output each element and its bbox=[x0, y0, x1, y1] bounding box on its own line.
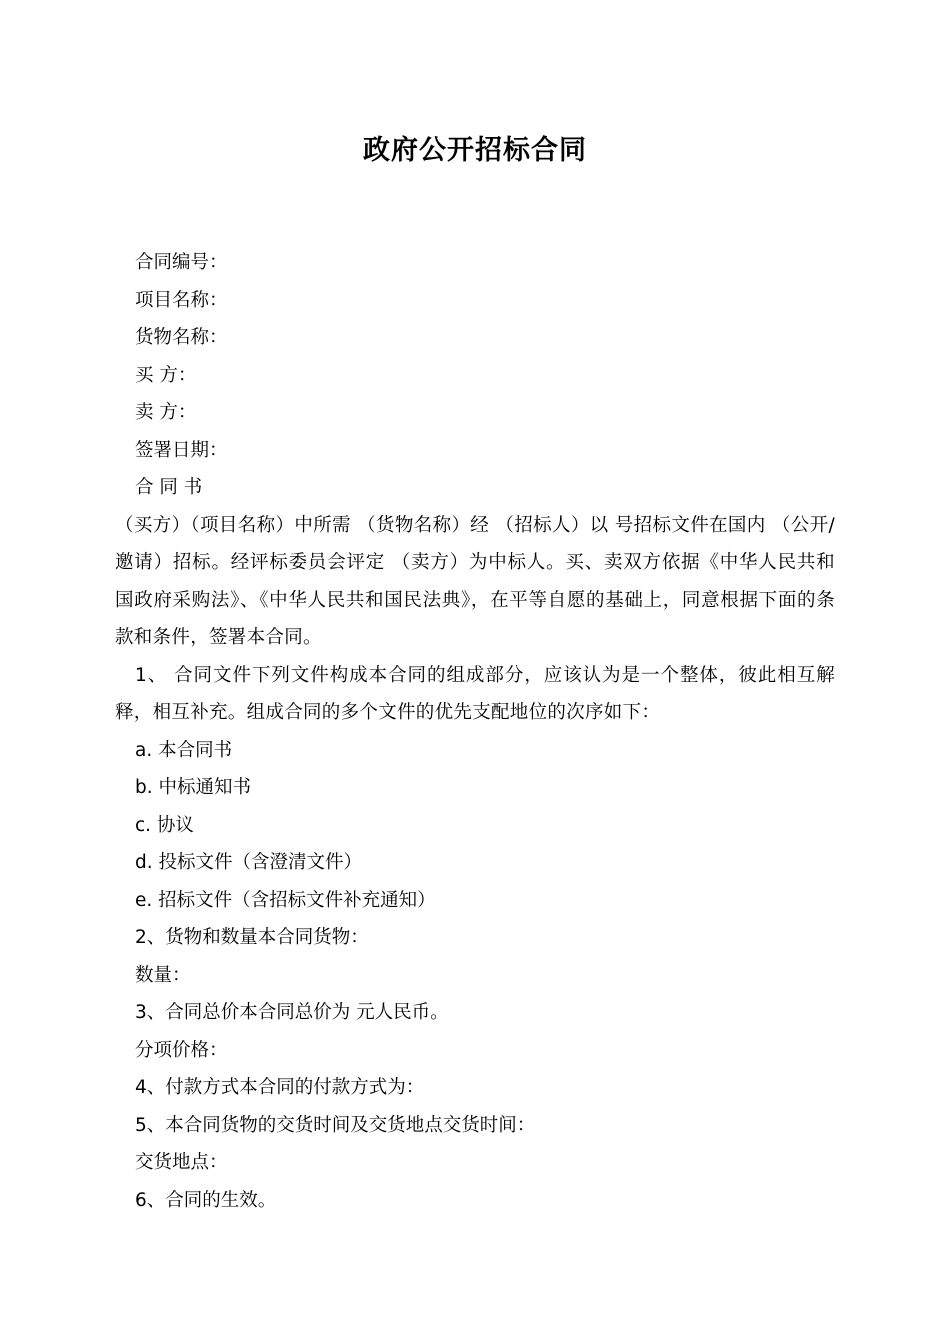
field-label: 买 方： bbox=[135, 364, 197, 386]
clause-1-item: c. 协议 bbox=[135, 814, 194, 836]
clause-2: 2、货物和数量本合同货物： bbox=[135, 927, 369, 948]
document-body bbox=[115, 244, 835, 1219]
intro-paragraph: （买方）（项目名称）中所需 （货物名称）经 （招标人）以 号招标文件在国内 （公开/邀请）招标。经评标委员会评定 （卖方）为中标人。买、卖双方依据《中华人民共和国政府采购法》、《中华人民共和国民法典》，在平等自愿的基础上，同意根据下面的条款和条件，签署本合同。 bbox=[115, 514, 835, 648]
field-goods-name bbox=[115, 319, 835, 357]
delivery-place-line: 交货地点： bbox=[135, 1152, 228, 1173]
field-project-name bbox=[115, 282, 835, 320]
clause-3: 3、合同总价本合同总价为 元人民币。 bbox=[135, 1002, 449, 1023]
field-sign-date bbox=[115, 432, 835, 470]
clause-1-item: d. 投标文件（含澄清文件） bbox=[135, 852, 363, 873]
quantity-line: 数量： bbox=[135, 964, 191, 986]
field-label: 卖 方： bbox=[135, 402, 197, 423]
clause-1: 1、 合同文件下列文件构成本合同的组成部分，应该认为是一个整体，彼此相互解释，相互补充。组成合同的多个文件的优先支配地位的次序如下： bbox=[115, 664, 835, 723]
clause-4: 4、付款方式本合同的付款方式为： bbox=[135, 1077, 425, 1098]
clause-1-item: b. 中标通知书 bbox=[135, 777, 252, 798]
field-label: 签署日期： bbox=[135, 439, 228, 461]
field-seller bbox=[115, 394, 835, 432]
field-buyer bbox=[115, 357, 835, 395]
contract-heading: 合 同 书 bbox=[135, 477, 203, 498]
document-title: 政府公开招标合同 bbox=[363, 135, 587, 166]
field-label: 货物名称： bbox=[135, 327, 228, 348]
clause-1-item: a. 本合同书 bbox=[135, 739, 233, 761]
field-contract-number bbox=[115, 244, 835, 282]
field-label: 项目名称： bbox=[135, 289, 228, 311]
item-price-line: 分项价格： bbox=[135, 1039, 228, 1061]
clause-6: 6、合同的生效。 bbox=[135, 1189, 277, 1211]
field-label: 合同编号： bbox=[135, 252, 228, 273]
clause-5: 5、本合同货物的交货时间及交货地点交货时间： bbox=[135, 1114, 536, 1136]
clause-1-item: e. 招标文件（含招标文件补充通知） bbox=[135, 889, 436, 911]
